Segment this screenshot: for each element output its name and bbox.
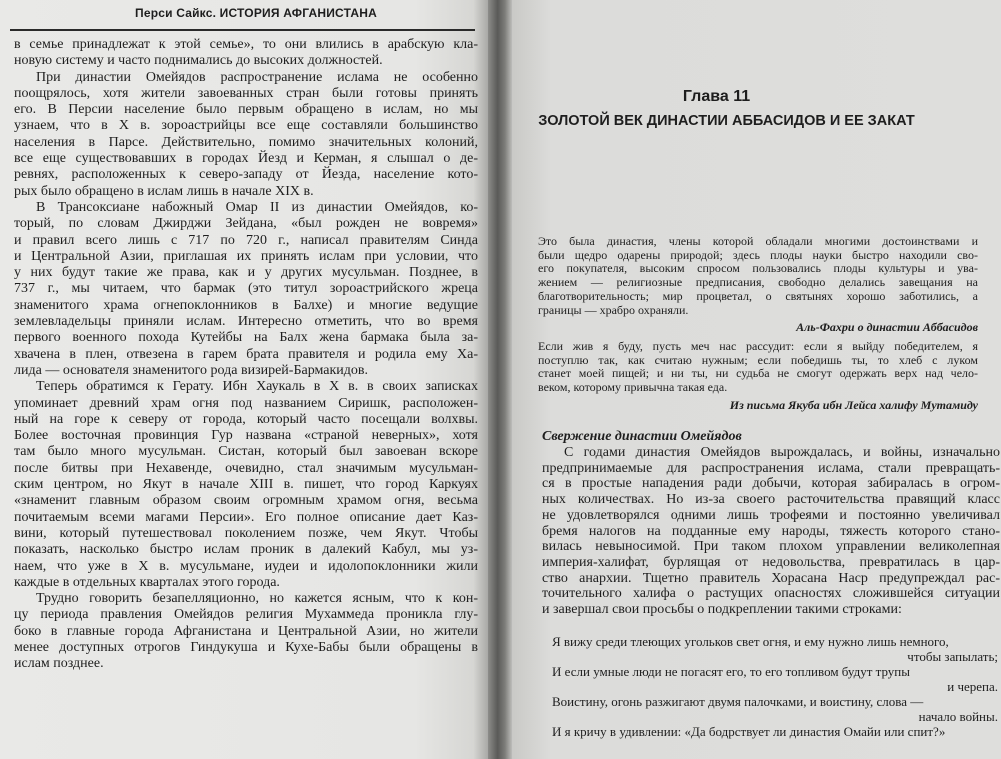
epigraph-line: его покупателя, высоким спросом пользовались плоды культуры и ува-: [538, 261, 978, 276]
text-line: Более восточная провинция Гур названа «страной неверных», хотя: [14, 428, 478, 444]
text-line: ислам позднее.: [14, 656, 104, 672]
text-line: При династии Омейядов распространение ислама не особенно: [36, 69, 478, 85]
text-line: у них будут такие же права, как и у других мусульман. Позднее, в: [14, 265, 478, 281]
text-line: хвачена в плен, отвезена в гарем брата правителя и родила ему Ха-: [14, 346, 478, 362]
text-line: В Трансоксиане набожный Омар II из династии Омейядов, ко-: [36, 199, 478, 215]
epigraph-line: жением — религиозные предписания, свободно делались завещания на: [538, 275, 978, 290]
text-line: и правил всего лишь с 717 по 720 г., написал правителям Синда: [14, 232, 478, 248]
epigraph-1: [538, 235, 978, 334]
section-heading: Свержение династии Омейядов: [542, 429, 742, 444]
text-line: вилась невыносимой. При таком плохом управлении великолепная: [542, 539, 1000, 555]
text-line: «знаменит главным образом своим огромным храмом огня, весьма: [14, 493, 478, 509]
epigraph-line: Если жив я буду, пусть меч нас рассудит: если я выйду победителем, я: [538, 339, 978, 353]
text-line: его. В Персии население было первым обращено в ислам, но мы: [14, 102, 478, 118]
poem-line: Я вижу среди тлеющих угольков свет огня, и ему нужно лишь немного,: [552, 634, 949, 649]
text-line: торый, по словам Джирджи Зейдана, «был рожден не вовремя»: [14, 216, 478, 232]
text-line: Теперь обратимся к Герату. Ибн Хаукаль в X в. в своих записках: [36, 379, 478, 395]
text-line: новую систему и часто поднимались до высоких должностей.: [14, 53, 383, 69]
text-line: наем, что уже в X в. мусульмане, иудеи и идолопоклонники жили: [14, 558, 478, 574]
text-line: ским центром, но Якут в начале XIII в. пишет, что город Каркуях: [14, 477, 478, 493]
text-line: лида — основателя знаменитого рода визирей-Бармакидов.: [14, 362, 368, 378]
epigraph-attribution: Из письма Якуба ибн Лейса халифу Мутамиду: [729, 397, 978, 412]
text-line: вини, который путешествовал поколением позже, чем Якут. Чтобы: [14, 525, 478, 541]
epigraph-line: веком, которому привычна такая еда.: [538, 380, 728, 395]
poem-line: И если умные люди не погасят его, то его топливом будут трупы: [552, 664, 911, 679]
epigraph-2: [538, 340, 978, 412]
text-line: в семье принадлежат к этой семье», то они влились в арабскую кла-: [14, 37, 478, 52]
right-page-body: [542, 428, 1000, 618]
text-line: Трудно говорить безапелляционно, но кажется ясным, что к кон-: [36, 591, 478, 607]
text-line: С годами династия Омейядов вырождалась, и войны, изначально: [564, 445, 1000, 460]
text-line: ся в простые нападения ради добычи, которая забиралась в огром-: [542, 476, 1000, 492]
chapter-title: ЗОЛОТОЙ ВЕК ДИНАСТИИ АББАСИДОВ И ЕЕ ЗАКАТ: [538, 113, 915, 129]
text-line: первого военного похода Кутейбы на Балх жена бармака была за-: [14, 330, 478, 346]
text-line: населения в Парсе. Действительно, помимо значительных колоний,: [14, 134, 478, 150]
text-line: ный на горе к северу от города, который часто посещали волхвы.: [14, 411, 478, 427]
text-line: ство анархии. Тщетно правитель Хорасана Наср предупреждал рас-: [542, 570, 1000, 586]
text-line: поощрялось, хотя жители завоеванных стран были готовы принять: [14, 85, 478, 101]
text-line: цу периода правления Омейядов религия Мухаммеда проникла глу-: [14, 607, 478, 623]
epigraph-line: поступлю так, как считаю нужным; если победишь ты, то хлеб с луком: [538, 352, 978, 367]
text-line: и завершал свои просьбы о подкреплении такими строками:: [542, 602, 902, 618]
epigraph-line: были щедро одарены природой; здесь плоды науки быстро находили сво-: [538, 247, 978, 262]
text-line: боко в главные города Афганистана и Центральной Азии, но жители: [14, 623, 478, 639]
text-line: почитаемым всеми магами Персии». Его полное описание дает Каз-: [14, 509, 478, 525]
text-line: узнаем, что в X в. зороастрийцы все еще составляли большинство: [14, 118, 478, 134]
left-page: [0, 0, 488, 759]
text-line: там было много мусульман. Систан, который был завоеван вскоре: [14, 444, 478, 460]
text-line: упоминает древний храм огня под названием Сиришк, расположен-: [14, 395, 478, 411]
poem-line: И я кричу в удивлении: «Да бодрствует ли династия Омайи или спит?»: [552, 724, 946, 739]
text-line: не удовлетворялся одними лишь трофеями и постоянно увеличивал: [542, 507, 1000, 523]
chapter-number: Глава 11: [682, 88, 751, 105]
text-line: ных количествах. Но из-за своего расточительства правящий класс: [542, 492, 1000, 508]
text-line: после битвы при Нехавенде, очевидно, стал значимым мусульман-: [14, 460, 478, 476]
text-line: каждые в отдельных кварталах этого города.: [14, 574, 280, 590]
text-line: предпринимаемые для распространения ислама, стали превращать-: [542, 460, 1000, 476]
right-page: [512, 0, 1001, 759]
text-line: ревнях, расположенных к северо-западу от Йезда, население кото-: [14, 167, 478, 183]
epigraph-line: станет моей пищей; и ни ты, ни судьба не смогут одержать верх над чело-: [538, 366, 978, 381]
text-line: землевладельцы приняли ислам. Интересно отметить, что во время: [14, 314, 478, 330]
text-line: империя-халифат, бурлящая от недовольства, превратилась в цар-: [542, 554, 1000, 570]
text-line: знаменитого храма огнепоклонников в Балхе) и многие ведущие: [14, 297, 478, 313]
text-line: бремя налогов на подданные ему народы, тяжесть которого стано-: [542, 523, 1000, 539]
header-rule: [10, 29, 475, 31]
text-line: и Центральной Азии, приглашая их принять ислам при условии, что: [14, 248, 478, 264]
text-line: 737 г., мы читаем, что бармак (это титул зороастрийского жреца: [14, 281, 478, 297]
text-line: показать, насколько быстро ислам проник в далекий Кабул, мы уз-: [14, 542, 478, 558]
running-head: Перси Сайкс. ИСТОРИЯ АФГАНИСТАНА: [135, 6, 377, 20]
poem-quote: [552, 634, 998, 739]
text-line: точительного халифа о растущих опасностях сложившейся ситуации: [542, 586, 1000, 602]
poem-line-continuation: чтобы запылать;: [907, 649, 998, 664]
poem-line-continuation: и черепа.: [947, 679, 998, 694]
poem-line: Воистину, огонь разжигают двумя палочками, и воистину, слова —: [552, 694, 924, 709]
poem-line-continuation: начало войны.: [918, 709, 998, 724]
text-line: все еще существовавших в городах Йезд и Керман, я слышал о де-: [14, 151, 478, 167]
epigraph-line: благотворительность; мир процветал, о святынях хорошо заботились, а: [538, 288, 978, 303]
text-line: рых было обращено в ислам лишь в начале XIX в.: [14, 183, 314, 199]
text-line: менее доступных отрогов Гиндукуша и Кухе-Бабы были обращены в: [14, 639, 478, 655]
epigraph-line: границы — храбро охраняли.: [538, 302, 689, 317]
left-page-body: [14, 37, 478, 673]
epigraph-line: Это была династия, члены которой обладали многими достоинствами и: [538, 234, 978, 248]
epigraph-attribution: Аль-Фахри о династии Аббасидов: [796, 320, 978, 335]
